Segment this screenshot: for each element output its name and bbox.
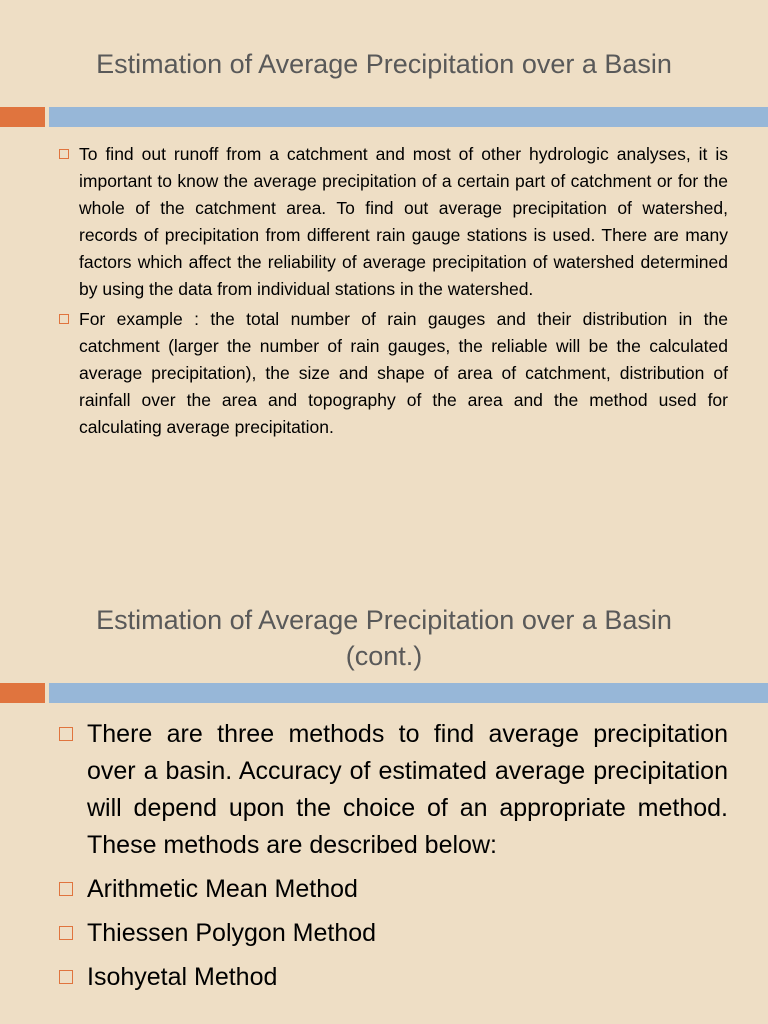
square-bullet-icon — [59, 149, 69, 159]
slide-title-line-1: Estimation of Average Precipitation over a Basin — [96, 605, 672, 635]
square-bullet-icon — [59, 314, 69, 324]
square-bullet-icon — [59, 882, 73, 896]
accent-bar-blue-segment — [49, 107, 768, 127]
title-accent-bar — [0, 683, 768, 703]
title-accent-bar — [0, 107, 768, 127]
accent-bar-orange-segment — [0, 107, 45, 127]
bullet-item — [59, 716, 728, 864]
accent-bar-orange-segment — [0, 683, 45, 703]
bullet-list — [59, 716, 728, 1003]
bullet-list — [59, 141, 728, 444]
square-bullet-icon — [59, 970, 73, 984]
bullet-text: Isohyetal Method — [87, 963, 278, 991]
bullet-text: There are three methods to find average precipitation over a basin. Accuracy of estimated average precipitation will depend upon the choice of an appropriate method. These methods are described below: — [87, 720, 728, 859]
slide-title: Estimation of Average Precipitation over a Basin — [96, 49, 672, 79]
square-bullet-icon — [59, 926, 73, 940]
slide-2 — [0, 560, 768, 1024]
bullet-item — [59, 306, 728, 441]
bullet-text: To find out runoff from a catchment and most of other hydrologic analyses, it is important to know the average precipitation of a certain part of catchment or for the whole of the catchment area. To find out average precipitation of watershed, records of precipitation from different rain gauge stations is used. There are many factors which affect the reliability of average precipitation of watershed determined by using the data from individual stations in the watershed. — [79, 144, 728, 299]
square-bullet-icon — [59, 727, 73, 741]
bullet-item — [59, 959, 728, 996]
slide-title — [20, 602, 748, 674]
slide-title-line-2: (cont.) — [345, 641, 423, 671]
bullet-item — [59, 871, 728, 908]
bullet-text: For example : the total number of rain gauges and their distribution in the catchment (larger the number of rain gauges, the reliable will be the calculated average precipitation), the size and shape of area of catchment, distribution of rainfall over the area and topography of the area and the method used for calculating average precipitation. — [79, 309, 728, 437]
bullet-item — [59, 915, 728, 952]
accent-bar-blue-segment — [49, 683, 768, 703]
bullet-item — [59, 141, 728, 303]
bullet-text: Arithmetic Mean Method — [87, 875, 358, 903]
bullet-text: Thiessen Polygon Method — [87, 919, 377, 947]
